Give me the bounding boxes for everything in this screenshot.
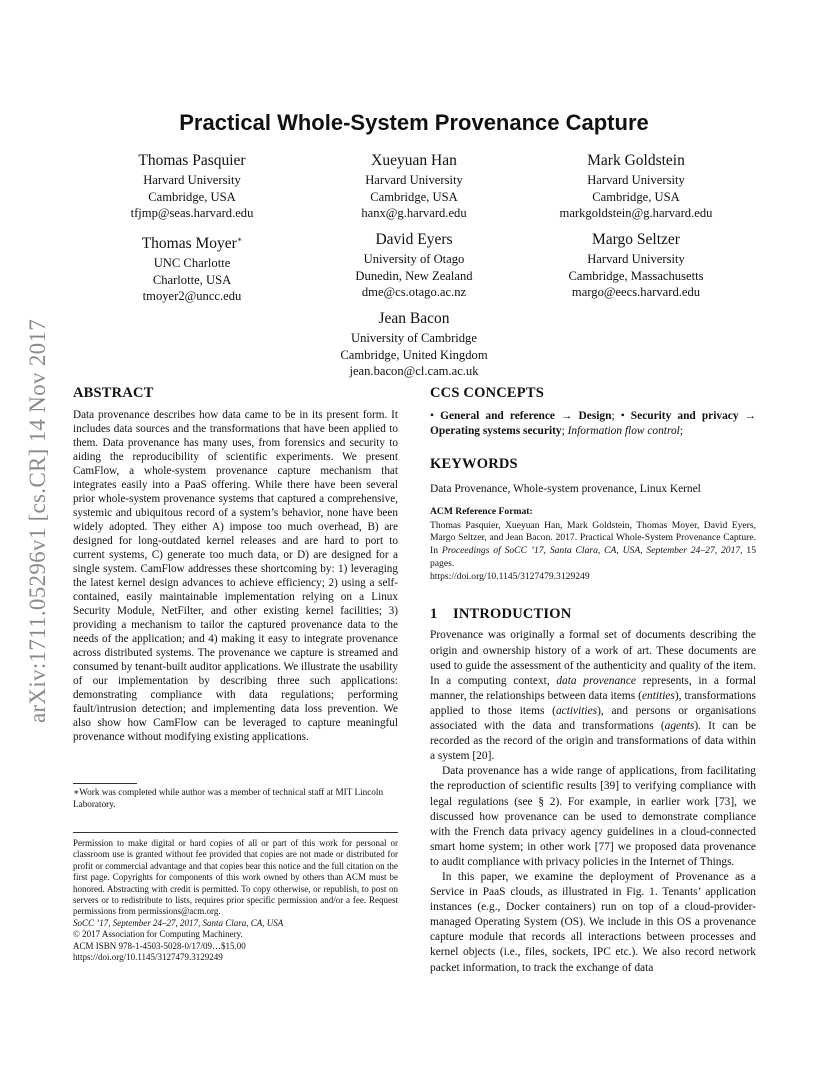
ccs-heading: CCS CONCEPTS: [430, 385, 544, 401]
author-affiliation: University of Otago: [363, 252, 465, 266]
author-name: Xueyuan Han: [371, 152, 457, 169]
author-name: Margo Seltzer: [592, 231, 680, 248]
ccs-bullet: •: [430, 410, 434, 422]
author-location: Dunedin, New Zealand: [355, 268, 473, 283]
isbn-line: ACM ISBN 978-1-4503-5028-0/17/09…$15.00: [73, 940, 246, 951]
ccs-bullet: •: [620, 410, 625, 422]
author-email: jean.bacon@cl.cam.ac.uk: [349, 364, 479, 378]
author-3: [521, 151, 751, 222]
acm-reference-doi: https://doi.org/10.1145/3127479.3129249: [430, 570, 590, 582]
ccs-concept-general: General and reference: [440, 410, 555, 422]
author-2: [299, 151, 529, 222]
author-location: Cambridge, USA: [148, 189, 236, 204]
author-location: Cambridge, USA: [370, 189, 458, 204]
author-email: tmoyer2@uncc.edu: [142, 289, 242, 304]
ccs-concept-info-flow: Information flow control: [567, 424, 680, 437]
doi-line: https://doi.org/10.1145/3127479.3129249: [73, 952, 223, 963]
abstract-text: Data provenance describes how data came to be in its present form. It includes data sources and the transformations that have been applied to them. Data provenance has many uses, from forensics and security to aiding the reproducibility of scientific experiments. We present CamFlow, a whole-system provenance capture mechanism that integrates easily into a PaaS offering. While there have been several prior whole-system provenance systems that captured a comprehensive, systemic and ubiquitous record of a system’s behavior, none have been widely adopted. They either A) impose too much overhead, B) are designed for long-outdated kernel releases and are hard to port to current systems, C) generate too much data, or D) are designed for a single system. CamFlow addresses these shortcoming by: 1) leveraging the latest kernel design advances to achieve efficiency; 2) using a self-contained, easily maintainable implementation relying on a Linux Security Module, NetFilter, and other existing kernel facilities; 3) providing a mechanism to tailor the captured provenance data to the needs of the application; and 4) making it easy to integrate provenance across distributed systems. The provenance we capture is streamed and consumed by tenant-built auditor applications. We illustrate the usability of our implementation by describing three such applications: demonstrating compliance with data regulations; performing fault/intrusion detection; and implementing data loss prevention. We also show how CamFlow can be leveraged to capture meaningful provenance without modifying existing applications.: [73, 409, 398, 743]
author-1: [77, 151, 307, 222]
ccs-concept-security: Security and privacy: [630, 410, 739, 422]
paper-title: Practical Whole-System Provenance Capture: [179, 110, 649, 135]
author-7: [299, 309, 529, 380]
ccs-arrow: →: [561, 410, 573, 422]
author-name: [77, 230, 307, 253]
intro-term: agents: [664, 720, 695, 733]
intro-term: data provenance: [556, 674, 636, 687]
author-5: [299, 230, 529, 301]
ccs-concept-os-security: Operating systems security: [430, 424, 562, 437]
introduction-heading: [430, 605, 756, 623]
keywords-text: Data Provenance, Whole-system provenance, Linux Kernel: [430, 483, 701, 495]
author-name: David Eyers: [375, 231, 453, 248]
left-column: [73, 384, 398, 744]
footnote-divider: [73, 783, 137, 784]
keywords-heading: KEYWORDS: [430, 456, 518, 472]
introduction-body: [430, 628, 756, 975]
author-footnote: ∗Work was completed while author was a member of technical staff at MIT Lincoln Laboratory.: [73, 787, 384, 809]
acm-reference-heading: ACM Reference Format:: [430, 505, 533, 517]
intro-paragraph-3: In this paper, we examine the deployment of Provenance as a Service in PaaS clouds, as illustrated in Fig. 1. Tenants’ application instances (e.g., Docker containers) run on top of a cloud-provider-managed Operating System (OS). We include in this OS a provenance capture module that records all interactions between processes and kernel objects (i.e., files, sockets, IPC etc.). We also record network packet information, to track the exchange of data: [430, 870, 756, 974]
author-email: hanx@g.harvard.edu: [361, 206, 467, 220]
author-location: Charlotte, USA: [152, 272, 232, 287]
author-footnote-mark: ∗: [236, 235, 243, 244]
venue-line: SoCC ’17, September 24–27, 2017, Santa Clara, CA, USA: [73, 917, 284, 928]
acm-reference-venue: Proceedings of SoCC ’17, Santa Clara, CA, USA, September 24–27, 2017,: [441, 545, 743, 557]
intro-text: ). It can be recorded as the record of the origin and transformations of data within a system [20].: [430, 720, 757, 763]
author-email: margo@eecs.harvard.edu: [571, 285, 701, 299]
intro-paragraph-2: Data provenance has a wide range of applications, from facilitating the reproduction of scientific results [39] to verifying compliance with legal regulations (see § 2). For example, in earlier work [73], we discussed how provenance can be used to demonstrate compliance with the French data privacy agency guidelines in a cloud-connected smart home system; in other work [77] we proposed data provenance to audit compliance with privacy policies in the Internet of Things.: [430, 765, 756, 868]
acm-reference-pages: 15 pages.: [430, 545, 756, 569]
author-6: [521, 230, 751, 301]
author-4: [77, 230, 307, 305]
intro-text: ), transformations applied to those items (: [430, 689, 756, 717]
author-affiliation: Harvard University: [587, 173, 685, 187]
acm-reference-text: [430, 520, 756, 584]
author-location: Cambridge, USA: [592, 189, 680, 204]
ccs-arrow: →: [744, 410, 756, 422]
intro-paragraph-1: [430, 628, 756, 764]
author-affiliation: University of Cambridge: [351, 331, 477, 345]
intro-term: entities: [641, 689, 675, 702]
permission-text: Permission to make digital or hard copies of all or part of this work for personal or classroom use is granted without fee provided that copies are not made or distributed for profit or commercial advantage and that copies bear this notice and the full citation on the first page. Copyrights for components of this work owned by others than ACM must be honored. Abstracting with credit is permitted. To copy otherwise, or republish, to post on servers or to redistribute to lists, requires prior specific permission and/or a fee. Request permissions from permissions@acm.org.: [73, 838, 398, 917]
ccs-concept-design: Design: [578, 410, 612, 422]
section-number: 1: [430, 606, 438, 623]
arxiv-stamp: [22, 278, 54, 764]
author-name: Mark Goldstein: [587, 152, 685, 169]
author-email: dme@cs.otago.ac.nz: [361, 285, 467, 299]
section-title: INTRODUCTION: [453, 606, 572, 623]
arxiv-stamp-text: arXiv:1711.05296v1 [cs.CR] 14 Nov 2017: [25, 318, 50, 724]
permission-block: [73, 838, 398, 963]
author-name-text: Thomas Moyer: [141, 235, 237, 253]
permission-divider: [73, 832, 398, 833]
author-email: markgoldstein@g.harvard.edu: [559, 206, 713, 220]
intro-text: represents, in a formal manner, the relationships between data items (: [430, 674, 757, 702]
intro-text: ), and persons or organisations associated with the data and transformations (: [430, 704, 756, 733]
author-affiliation: UNC Charlotte: [153, 256, 231, 271]
copyright-line: © 2017 Association for Computing Machinery.: [73, 929, 243, 940]
intro-term: activities: [555, 704, 598, 717]
author-email: tfjmp@seas.harvard.edu: [130, 206, 254, 220]
author-location: Cambridge, United Kingdom: [340, 347, 488, 362]
intro-text: Provenance was originally a formal set of documents describing the origin and ownership history of a work of art. These documents are used to guide the assessment of the authenticity and quality of the item. In a computing context,: [430, 629, 756, 687]
ccs-concepts: • General and reference → Design; • Security and privacy → Operating systems security; Information flow control;: [430, 410, 756, 437]
abstract-heading: ABSTRACT: [73, 385, 154, 401]
author-affiliation: Harvard University: [365, 173, 463, 187]
author-name: Thomas Pasquier: [138, 152, 246, 169]
author-name: Jean Bacon: [378, 310, 450, 327]
right-column: [430, 384, 756, 976]
acm-reference-authors: Thomas Pasquier, Xueyuan Han, Mark Goldstein, Thomas Moyer, David Eyers, Margo Seltzer, and Jean Bacon. 2017. Practical Whole-System Provenance Capture. In: [430, 519, 756, 557]
author-location: Cambridge, Massachusetts: [568, 268, 704, 283]
author-affiliation: Harvard University: [587, 252, 685, 266]
author-affiliation: Harvard University: [143, 173, 241, 187]
